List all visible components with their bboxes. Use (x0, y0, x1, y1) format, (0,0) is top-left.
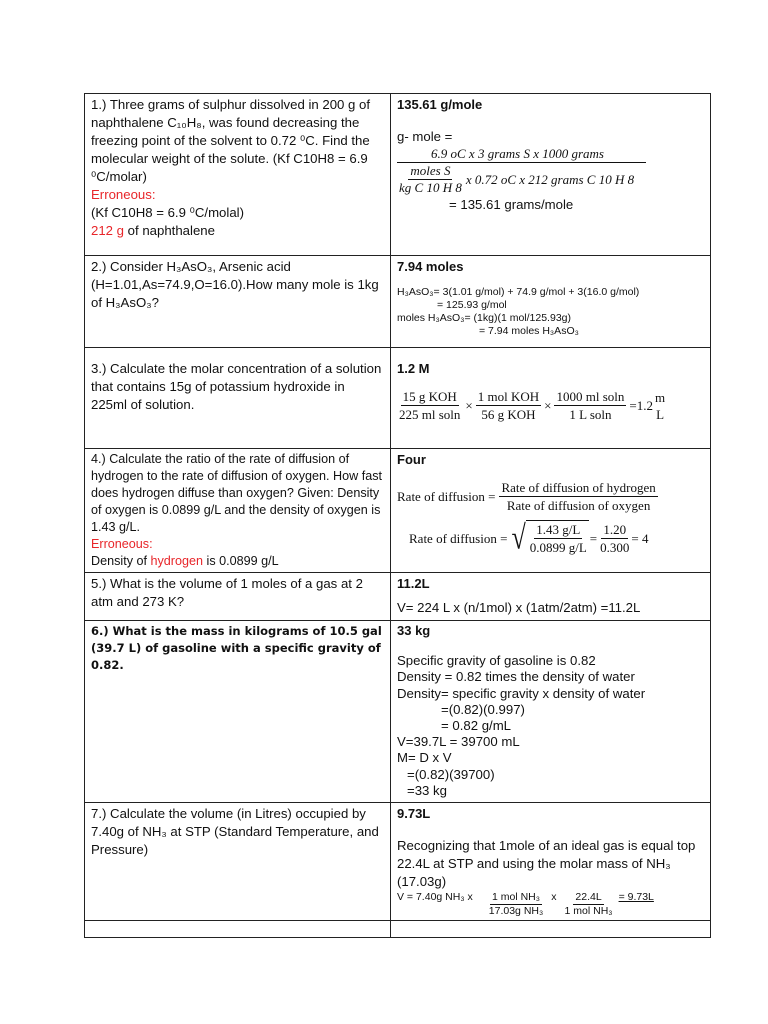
fraction-den: 17.03g NH₃ (488, 905, 544, 917)
question-text: 2.) Consider H₃AsO₃, Arsenic acid (H=1.01,As=74.9,O=16.0).How many mole is 1kg of H₃AsO₃? (91, 259, 379, 310)
question-cell (85, 94, 391, 256)
volume-equation (397, 891, 704, 918)
question-text: 6.) What is the mass in kilograms of 10.5 gal (39.7 L) of gasoline with a specific gravity of 0.82. (91, 624, 382, 672)
question-text: 5.) What is the volume of 1 moles of a gas at 2 atm and 273 K? (91, 576, 363, 609)
molarity-equation (397, 388, 704, 423)
inner-numerator: moles S (410, 163, 451, 178)
fraction-num: Rate of diffusion of hydrogen (501, 480, 656, 495)
fraction-num: 15 g KOH (402, 389, 457, 404)
answer-cell (391, 573, 711, 621)
erroneous-correction (91, 553, 384, 570)
formula-inner-fraction (397, 163, 464, 196)
fraction-num: 1 mol NH₃ (492, 891, 541, 903)
fraction-num: 1000 ml soln (556, 389, 625, 404)
result-line: = 135.61 grams/mole (449, 197, 574, 212)
fraction (499, 479, 657, 514)
table-row (85, 573, 711, 621)
answer-cell (391, 348, 711, 449)
fraction (476, 388, 541, 423)
times-sign: x (551, 891, 557, 903)
question-text: 4.) Calculate the ratio of the rate of diffusion of hydrogen to the rate of diffusion of oxygen. How fast does hydrogen diffuse than oxygen? Given: Density of oxygen is 0.0899 g/L and the density of oxygen is 1.43 g/L. (91, 452, 383, 534)
erroneous-highlight: hydrogen (150, 554, 204, 568)
err-post: is 0.0899 g/L (203, 554, 279, 568)
answer-cell (391, 803, 711, 921)
fraction-cut (653, 389, 667, 423)
result: = 4 (631, 530, 649, 546)
calc-line: V= 224 L x (n/1mol) x (1atm/2atm) =11.2L (397, 600, 641, 615)
erroneous-correction-2 (91, 222, 384, 240)
fraction-den: Rate of diffusion of oxygen (506, 498, 651, 513)
fraction-den: L (656, 406, 665, 422)
fraction (563, 891, 615, 918)
equation-label: Rate of diffusion = (409, 530, 508, 546)
err-pre: Density of (91, 554, 151, 568)
question-text: 3.) Calculate the molar concentration of a solution that contains 15g of potassium hydroxide in 225ml of solution. (91, 361, 382, 412)
diffusion-equation-1 (397, 479, 704, 514)
calc-line: =(0.82)(0.997) (441, 701, 525, 717)
result: = 9.73L (618, 891, 654, 903)
calc-line: Specific gravity of gasoline is 0.82 (397, 653, 596, 669)
fraction-num: 1.20 (603, 521, 627, 537)
diffusion-equation-2: Rate of diffusion = √ $\frac{1.43 g/L}{0.0899 g/L}$ = $\frac{1.20}{0.300}$ = 4 (409, 518, 649, 557)
fraction (598, 521, 631, 556)
answer-heading: 33 kg (397, 623, 431, 638)
question-cell (85, 256, 391, 348)
g-mole-label: g- mole = (397, 129, 453, 144)
erroneous-highlight: 212 g (91, 223, 125, 238)
formula-denominator-tail: x 0.72 oC x 212 grams C 10 H 8 (465, 171, 635, 187)
calc-line: = 7.94 moles H₃AsO₃ (479, 325, 579, 337)
calc-line: H₃AsO₃= 3(1.01 g/mol) + 74.9 g/mol + 3(16.0 g/mol) (397, 286, 640, 298)
question-cell (85, 621, 391, 803)
calc-line: =33 kg (407, 782, 447, 798)
fraction-den: 0.0899 g/L (529, 540, 587, 555)
calc-line: Density= specific gravity x density of water (397, 685, 646, 701)
inner-denominator: kg C 10 H 8 (399, 180, 462, 195)
table-row (85, 921, 711, 938)
fraction (554, 388, 626, 423)
calc-line: = 0.82 g/mL (441, 718, 512, 734)
answer-heading: 9.73L (397, 806, 431, 821)
fraction (487, 891, 545, 918)
fraction (397, 388, 462, 423)
equation-label: Rate of diffusion = (397, 489, 496, 504)
fraction (528, 521, 589, 556)
answer-heading: 135.61 g/mole (397, 97, 483, 112)
fraction-num: 1 mol KOH (477, 389, 540, 404)
answer-heading: Four (397, 452, 426, 467)
question-cell (85, 921, 391, 938)
table-row (85, 621, 711, 803)
calc-line: Density = 0.82 times the density of water (397, 669, 635, 685)
calc-line: =(0.82)(39700) (407, 766, 495, 782)
fraction-den: 225 ml soln (399, 407, 461, 422)
fraction-den: 0.300 (600, 539, 630, 555)
square-root: √ $\frac{1.43 g/L}{0.0899 g/L}$ (511, 518, 587, 557)
table-row (85, 348, 711, 449)
fraction-num: 1.43 g/L (536, 522, 581, 537)
question-text: 1.) Three grams of sulphur dissolved in 200 g of naphthalene C₁₀H₈, was found decreasing the freezing point of the solvent to 0.72 ⁰C. Find the molecular weight of the solute. (Kf C10H8 = 6.9 ⁰C/molar) (91, 97, 371, 184)
table-row (85, 803, 711, 921)
answer-heading: 1.2 M (397, 361, 430, 376)
answer-heading: 11.2L (397, 576, 430, 591)
erroneous-label: Erroneous: (91, 187, 156, 202)
question-cell (85, 348, 391, 449)
table-row (85, 256, 711, 348)
paragraph: Recognizing that 1mole of an ideal gas is equal top 22.4L at STP and using the molar mass of NH₃ (17.03g) (397, 838, 696, 889)
calc-line: V=39.7L = 39700 mL (397, 734, 520, 750)
formula-numerator: 6.9 oC x 3 grams S x 1000 grams (397, 146, 646, 163)
answer-heading: 7.94 moles (397, 259, 464, 274)
fraction-den: 1 L soln (569, 407, 612, 422)
times-sign: × (465, 398, 473, 413)
fraction-den: 56 g KOH (481, 407, 536, 422)
equation-prefix: V = 7.40g NH₃ x (397, 891, 473, 903)
qa-table (84, 93, 711, 938)
question-cell (85, 803, 391, 921)
fraction-num: m (654, 389, 666, 405)
answer-cell (391, 449, 711, 573)
question-text: 7.) Calculate the volume (in Litres) occupied by 7.40g of NH₃ at STP (Standard Temperature, and Pressure) (91, 806, 379, 857)
answer-cell (391, 621, 711, 803)
times-sign: × (544, 398, 552, 413)
formula (397, 146, 704, 196)
answer-cell (391, 921, 711, 938)
calc-line: M= D x V (397, 750, 452, 766)
erroneous-label: Erroneous: (91, 537, 153, 551)
table-row (85, 449, 711, 573)
table-row (85, 94, 711, 256)
question-cell (85, 449, 391, 573)
calc-line: = 125.93 g/mol (437, 299, 507, 311)
result: =1.2 (629, 398, 653, 413)
calc-line: moles H₃AsO₃= (1kg)(1 mol/125.93g) (397, 312, 571, 324)
fraction-den: 1 mol NH₃ (564, 905, 613, 917)
erroneous-correction: (Kf C10H8 = 6.9 ⁰C/molal) (91, 205, 244, 220)
erroneous-tail: of naphthalene (124, 223, 215, 238)
fraction-num: 22.4L (575, 891, 602, 903)
answer-cell (391, 256, 711, 348)
question-cell (85, 573, 391, 621)
answer-cell (391, 94, 711, 256)
